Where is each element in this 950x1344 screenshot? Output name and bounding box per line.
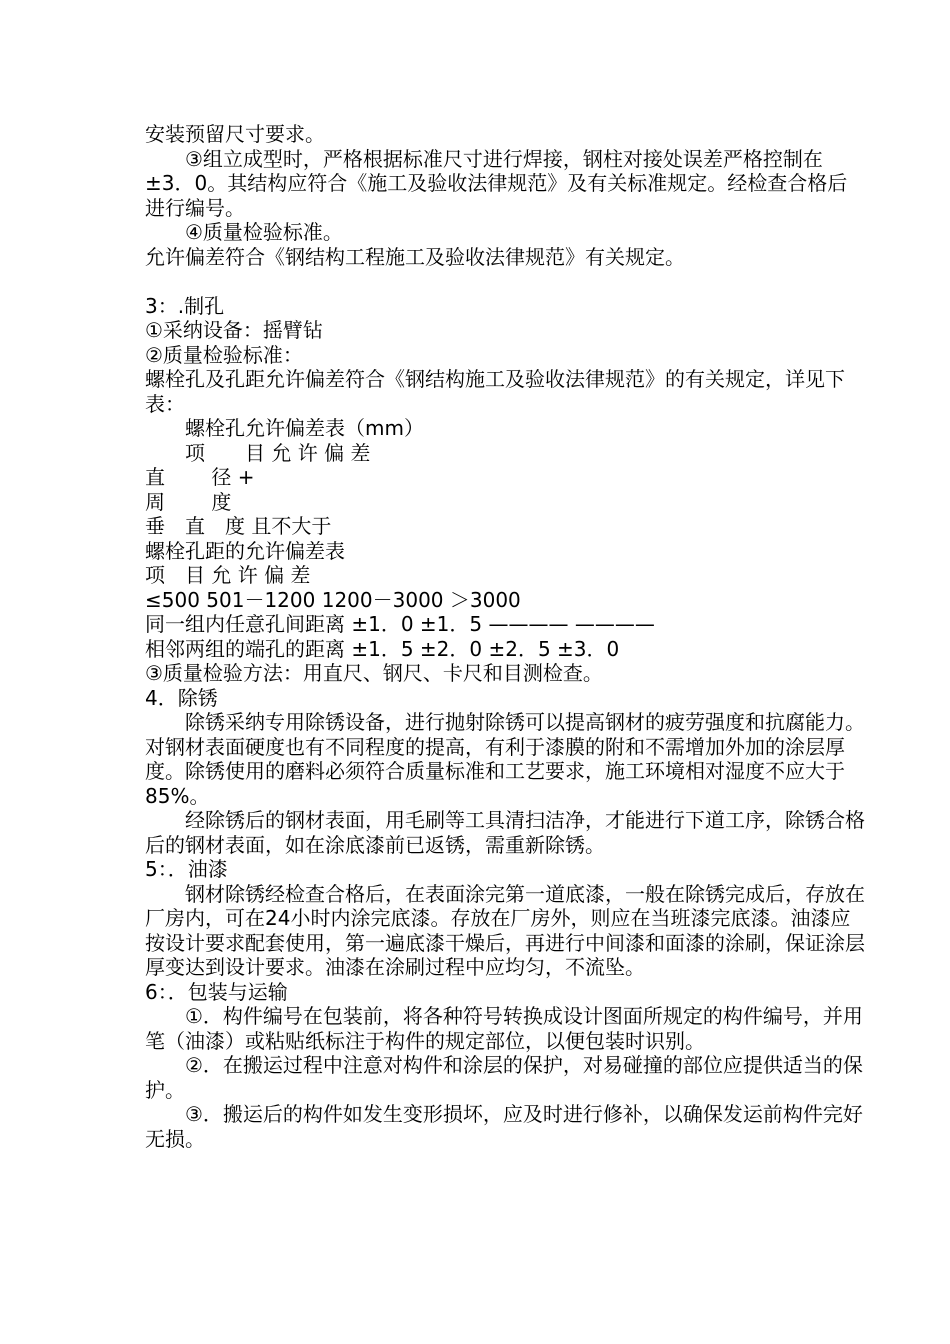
paragraph: 螺栓孔及孔距允许偏差符合《钢结构施工及验收法律规范》的有关规定，详见下表： — [145, 367, 845, 416]
section-heading: 4．除锈 — [145, 685, 218, 710]
paragraph: ①．构件编号在包装前，将各种符号转换成设计图面所规定的构件编号，并用笔（油漆）或粘贴纸标注于构件的规定部位，以便包装时识别。 — [145, 1004, 863, 1053]
text-line: 安装预留尺寸要求。 — [145, 122, 325, 146]
paragraph: 钢材除锈经检查合格后，在表面涂完第一道底漆，一般在除锈完成后，存放在厂房内，可在24小时内涂完底漆。存放在厂房外，则应在当班漆完底漆。油漆应按设计要求配套使用，第一遍底漆干燥后，再进行中间漆和面漆的涂刷，保证涂层厚变达到设计要求。油漆在涂刷过程中应均匀，不流坠。 — [145, 881, 865, 979]
table-header: ≤500 501－1200 1200－3000 ＞3000 — [145, 587, 521, 612]
paragraph: ③．搬运后的构件如发生变形损坏，应及时进行修补，以确保发运前构件完好无损。 — [145, 1102, 863, 1151]
text-line: ②质量检验标准： — [145, 342, 303, 367]
table-caption: 螺栓孔距的允许偏差表 — [145, 538, 345, 563]
table-row: 同一组内任意孔间距离 ±1．0 ±1．5 ———— ———— — [145, 612, 655, 636]
table-header: 项 目 允 许 偏 差 — [145, 563, 311, 587]
text-line: ④质量检验标准。 — [185, 220, 343, 244]
table-row: 相邻两组的端孔的距离 ±1．5 ±2．0 ±2．5 ±3．0 — [145, 636, 620, 661]
document-page — [145, 122, 865, 1151]
paragraph: 除锈采纳专用除锈设备，进行抛射除锈可以提高钢材的疲劳强度和抗腐能力。对钢材表面硬度也有不同程度的提高，有利于漆膜的附和不需增加外加的涂层厚度。除锈使用的磨料必须符合质量标准和工艺要求，施工环境相对湿度不应大于85%。 — [145, 710, 865, 808]
paragraph: 经除锈后的钢材表面，用毛刷等工具清扫洁净，才能进行下道工序，除锈合格后的钢材表面，如在涂底漆前已返锈，需重新除锈。 — [145, 808, 865, 857]
section-heading: 6：．包装与运输 — [145, 979, 288, 1004]
table-row: 直 径 + — [145, 465, 255, 489]
section-heading: 5：．油漆 — [145, 857, 228, 881]
section-heading: 3：.制孔 — [145, 293, 225, 318]
table-row: 周 度 — [145, 489, 232, 514]
blank-line — [145, 269, 865, 294]
text-line: 允许偏差符合《钢结构工程施工及验收法律规范》有关规定。 — [145, 244, 685, 269]
table-header: 项 目 允 许 偏 差 — [185, 440, 371, 465]
text-line: ③质量检验方法：用直尺、钢尺、卡尺和目测检查。 — [145, 661, 603, 685]
table-row: 垂 直 度 且不大于 — [145, 514, 332, 538]
text-line: ①采纳设备：摇臂钻 — [145, 318, 323, 342]
table-caption: 螺栓孔允许偏差表（mm） — [185, 416, 424, 440]
paragraph: ③组立成型时，严格根据标准尺寸进行焊接，钢柱对接处误差严格控制在±3．0。其结构应符合《施工及验收法律规范》及有关标准规定。经检查合格后进行编号。 — [145, 146, 848, 220]
paragraph: ②．在搬运过程中注意对构件和涂层的保护，对易碰撞的部位应提供适当的保护。 — [145, 1053, 863, 1102]
